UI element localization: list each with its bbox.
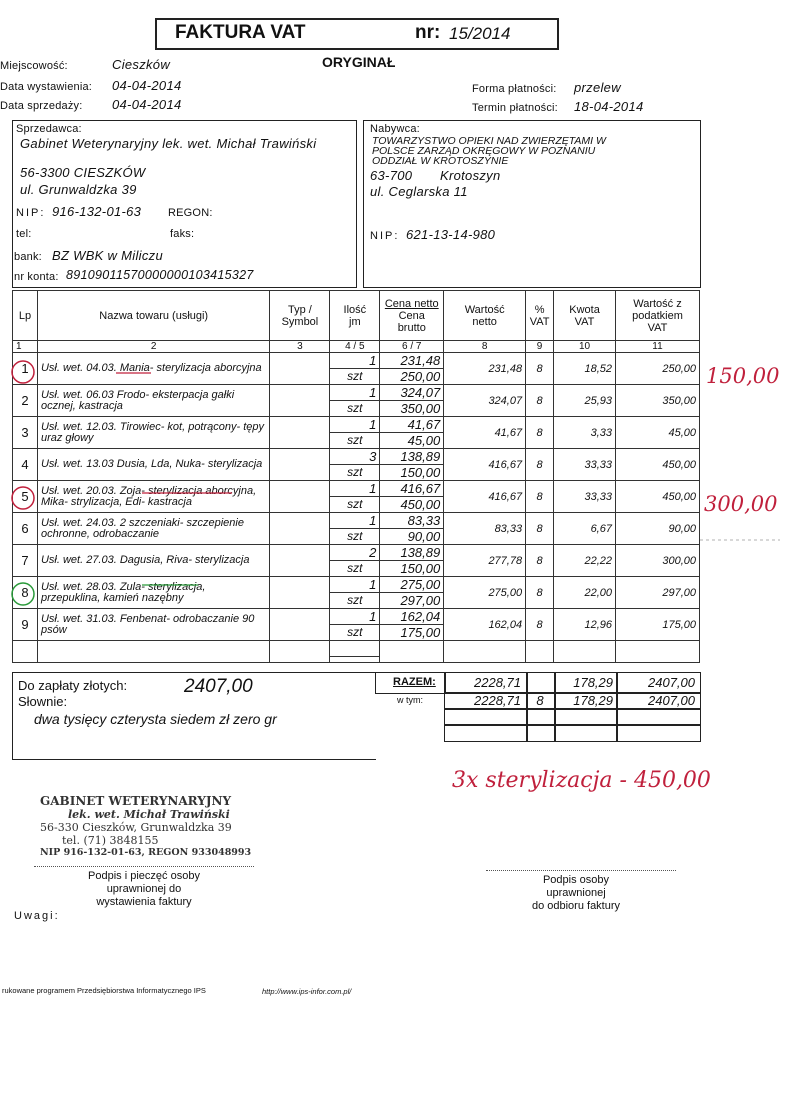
row-unit: szt: [347, 433, 363, 447]
invoice-title: FAKTURA VAT: [175, 22, 306, 43]
row-pct: 8: [526, 609, 554, 641]
words-value: dwa tysięcy czterysta siedem zł zero gr: [34, 711, 277, 727]
row-vat: 25,93: [554, 385, 616, 417]
row-gross: 250,00: [615, 353, 699, 385]
seller-label: Sprzedawca:: [16, 123, 82, 135]
row-unit: szt: [347, 401, 363, 415]
row-vat: 22,00: [554, 577, 616, 609]
row-net: 416,67: [444, 449, 526, 481]
seller-regon-label: REGON:: [168, 207, 213, 219]
issue-date-value: 04-04-2014: [112, 78, 182, 93]
buyer-name-line2: POLSCE ZARZĄD OKRĘGOWY W POZNANIU: [372, 145, 596, 157]
row-qty: 1: [330, 481, 379, 497]
row-lp: 7: [13, 545, 38, 577]
seller-name: Gabinet Weterynaryjny lek. wet. Michał Trawiński: [20, 136, 317, 151]
row-lp: 2: [13, 385, 38, 417]
seller-account-value: 89109011570000000103415327: [66, 268, 254, 282]
to-pay-label: Do zapłaty złotych:: [18, 678, 128, 693]
row-net: 41,67: [444, 417, 526, 449]
row-unit: szt: [347, 465, 363, 479]
header-name: Nazwa towaru (usługi): [37, 291, 269, 341]
row-name: Usł. wet. 20.03. Zoja- sterylizacja aborcyjna, Mika- strylizacja, Edi- kastracja: [37, 481, 269, 513]
header-pct: % VAT: [526, 291, 554, 341]
sale-date-value: 04-04-2014: [112, 97, 182, 112]
row-pct: 8: [526, 513, 554, 545]
col-number: 9: [526, 341, 554, 353]
seller-fax-label: faks:: [170, 228, 195, 240]
col-number: 4 / 5: [330, 341, 380, 353]
col-number: 11: [615, 341, 699, 353]
to-pay-value: 2407,00: [184, 676, 253, 697]
row-gross: 297,00: [615, 577, 699, 609]
sale-date-label: Data sprzedaży:: [0, 100, 83, 112]
buyer-nip-value: 621-13-14-980: [406, 227, 496, 242]
signature-line-left: [34, 866, 254, 867]
stamp-line2: lek. wet. Michał Trawiński: [68, 808, 230, 821]
row-vat: 33,33: [554, 449, 616, 481]
razem-label: RAZEM:: [393, 676, 436, 688]
row-lp: 9: [13, 609, 38, 641]
row-qty: 1: [330, 385, 379, 401]
circle-row-1: [12, 361, 34, 383]
row-vat: 18,52: [554, 353, 616, 385]
col-number: 10: [554, 341, 616, 353]
stamp-line3: 56-330 Cieszków, Grunwaldzka 39: [40, 821, 232, 834]
buyer-street: ul. Ceglarska 11: [370, 184, 468, 199]
handwritten-note-sterylizacja: 3x sterylizacja - 450,00: [452, 768, 711, 793]
stamp-line5: NIP 916-132-01-63, REGON 933048993: [40, 847, 252, 858]
razem-vat: 178,29: [573, 675, 613, 690]
row-unit: szt: [347, 561, 363, 575]
row-price-gross: 150,00: [400, 561, 441, 576]
header-type: Typ / Symbol: [270, 291, 330, 341]
header-price: Cena netto Cena brutto: [380, 291, 444, 341]
row-pct: 8: [526, 449, 554, 481]
buyer-nip-label: NIP:: [370, 230, 400, 242]
row-vat: 22,22: [554, 545, 616, 577]
issue-date-label: Data wystawienia:: [0, 81, 93, 93]
seller-nip-label: NIP:: [16, 207, 46, 219]
row-lp: 1: [13, 353, 38, 385]
ips-url: http://www.ips-infor.com.pl/: [262, 987, 352, 996]
row-unit: szt: [347, 529, 363, 543]
row-price-gross: 297,00: [400, 593, 441, 608]
row-qty: 1: [330, 513, 379, 529]
payment-form-label: Forma płatności:: [472, 83, 557, 95]
row-gross: 90,00: [615, 513, 699, 545]
col-number: 1: [13, 341, 38, 353]
row-qty: 1: [330, 609, 379, 625]
row-price-gross: 175,00: [400, 625, 441, 640]
row-lp: 6: [13, 513, 38, 545]
row-net: 231,48: [444, 353, 526, 385]
buyer-city-code: 63-700: [370, 168, 413, 183]
row-vat: 3,33: [554, 417, 616, 449]
stamp-line1: GABINET WETERYNARYJNY: [40, 794, 232, 808]
place-value: Cieszków: [112, 57, 171, 72]
row-vat: 33,33: [554, 481, 616, 513]
col-number: 8: [444, 341, 526, 353]
row-price-net: 41,67: [380, 417, 443, 433]
razem-net: 2228,71: [474, 675, 521, 690]
row-net: 416,67: [444, 481, 526, 513]
row-unit: szt: [347, 497, 363, 511]
row-lp: 4: [13, 449, 38, 481]
handwritten-note-300: 300,00: [704, 492, 778, 516]
buyer-name-line1: TOWARZYSTWO OPIEKI NAD ZWIERZĘTAMI W: [372, 135, 606, 147]
notes-label: Uwagi:: [14, 910, 60, 922]
row-price-gross: 250,00: [400, 369, 441, 384]
seller-street: ul. Grunwaldzka 39: [20, 182, 137, 197]
row-lp: 3: [13, 417, 38, 449]
payment-form-value: przelew: [574, 80, 621, 95]
seller-bank-value: BZ WBK w Miliczu: [52, 248, 163, 263]
col-number: 6 / 7: [380, 341, 444, 353]
col-number: 3: [270, 341, 330, 353]
row-vat: 12,96: [554, 609, 616, 641]
row-name: Usł. wet. 24.03. 2 szczeniaki- szczepienie ochronne, odrobaczanie: [37, 513, 269, 545]
invoice-number-label: nr:: [415, 22, 441, 43]
buyer-label: Nabywca:: [370, 123, 420, 135]
row-price-net: 138,89: [380, 545, 443, 561]
due-date-label: Termin płatności:: [472, 102, 558, 114]
row-net: 277,78: [444, 545, 526, 577]
row-price-gross: 450,00: [400, 497, 441, 512]
header-lp: Lp: [13, 291, 38, 341]
row-gross: 450,00: [615, 481, 699, 513]
row-net: 275,00: [444, 577, 526, 609]
razem-gross: 2407,00: [648, 675, 695, 690]
place-label: Miejscowość:: [0, 60, 68, 72]
circle-row-8: [12, 583, 34, 605]
row-unit: szt: [347, 369, 363, 383]
row-name: Usł. wet. 04.03. Mania- sterylizacja aborcyjna: [37, 353, 269, 385]
row-net: 162,04: [444, 609, 526, 641]
row-gross: 350,00: [615, 385, 699, 417]
row-price-net: 416,67: [380, 481, 443, 497]
row-unit: szt: [347, 625, 363, 639]
row-pct: 8: [526, 385, 554, 417]
row-gross: 450,00: [615, 449, 699, 481]
row-name: Usł. wet. 31.03. Fenbenat- odrobaczanie 90 psów: [37, 609, 269, 641]
row-pct: 8: [526, 417, 554, 449]
stamp-line4: tel. (71) 3848155: [62, 834, 159, 847]
handwritten-note-150: 150,00: [706, 364, 780, 388]
row-price-gross: 150,00: [400, 465, 441, 480]
signature-line-right: [486, 870, 676, 871]
row-name: Usł. wet. 12.03. Tirowiec- kot, potrącony- tępy uraz głowy: [37, 417, 269, 449]
row-price-net: 231,48: [380, 353, 443, 369]
row-price-net: 162,04: [380, 609, 443, 625]
row-qty: 1: [330, 417, 379, 433]
row-gross: 300,00: [615, 545, 699, 577]
row-price-net: 138,89: [380, 449, 443, 465]
row-pct: 8: [526, 577, 554, 609]
row-price-gross: 90,00: [407, 529, 441, 544]
seller-bank-label: bank:: [14, 251, 42, 263]
row-price-net: 275,00: [380, 577, 443, 593]
header-vat: Kwota VAT: [554, 291, 616, 341]
printed-by: rukowane programem Przedsiębiorstwa Informatycznego IPS: [2, 986, 206, 995]
header-net: Wartość netto: [444, 291, 526, 341]
row-gross: 175,00: [615, 609, 699, 641]
row-net: 83,33: [444, 513, 526, 545]
signature-caption-left: Podpis i pieczęć osoby uprawnionej do wystawienia faktury: [88, 870, 200, 908]
row-price-net: 83,33: [380, 513, 443, 529]
row-name: Usł. wet. 06.03 Frodo- eksterpacja gałki ocznej, kastracja: [37, 385, 269, 417]
row-name: Usł. wet. 28.03. Zula- sterylizacja, przepuklina, kamień nazębny: [37, 577, 269, 609]
signature-caption-right: Podpis osoby uprawnionej do odbioru faktury: [531, 874, 621, 912]
row-lp: 8: [13, 577, 38, 609]
seller-account-label: nr konta:: [14, 271, 59, 283]
row-net: 324,07: [444, 385, 526, 417]
header-gross: Wartość z podatkiem VAT: [615, 291, 699, 341]
original-label: ORYGINAŁ: [322, 54, 396, 70]
invoice-number: 15/2014: [449, 24, 511, 43]
wtym-net: 2228,71: [474, 693, 521, 708]
row-qty: 2: [330, 545, 379, 561]
seller-nip-value: 916-132-01-63: [52, 204, 142, 219]
seller-tel-label: tel:: [16, 228, 32, 240]
due-date-value: 18-04-2014: [574, 99, 644, 114]
buyer-name-line3: ODDZIAŁ W KROTOSZYNIE: [372, 155, 509, 167]
buyer-city: Krotoszyn: [440, 168, 501, 183]
header-qty: Ilość jm: [330, 291, 380, 341]
row-qty: 1: [330, 353, 379, 369]
row-qty: 3: [330, 449, 379, 465]
words-label: Słownie:: [18, 694, 68, 709]
row-name: Usł. wet. 27.03. Dagusia, Riva- sterylizacja: [37, 545, 269, 577]
circle-row-5: [12, 487, 34, 509]
row-vat: 6,67: [554, 513, 616, 545]
seller-city: 56-3300 CIESZKÓW: [20, 165, 146, 180]
row-pct: 8: [526, 481, 554, 513]
row-price-gross: 350,00: [400, 401, 441, 416]
row-pct: 8: [526, 353, 554, 385]
wtym-pct: 8: [536, 693, 544, 708]
row-price-net: 324,07: [380, 385, 443, 401]
row-lp: 5: [13, 481, 38, 513]
wtym-gross: 2407,00: [648, 693, 695, 708]
row-name: Usł. wet. 13.03 Dusia, Lda, Nuka- sterylizacja: [37, 449, 269, 481]
wtym-label: w tym:: [397, 695, 423, 705]
row-gross: 45,00: [615, 417, 699, 449]
row-unit: szt: [347, 593, 363, 607]
row-qty: 1: [330, 577, 379, 593]
row-pct: 8: [526, 545, 554, 577]
row-price-gross: 45,00: [407, 433, 441, 448]
col-number: 2: [37, 341, 269, 353]
wtym-vat: 178,29: [573, 693, 613, 708]
